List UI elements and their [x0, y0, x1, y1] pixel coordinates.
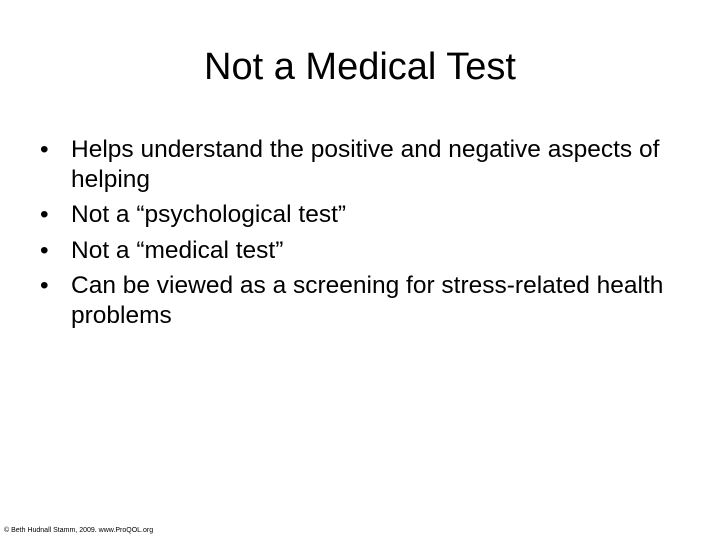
bullet-text: Helps understand the positive and negative aspects of helping: [71, 136, 660, 193]
copyright-footer: © Beth Hudnall Stamm, 2009. www.ProQOL.org: [4, 527, 154, 534]
bullet-item: [40, 271, 680, 330]
bullet-item: [40, 135, 680, 194]
bullet-item: [40, 200, 680, 230]
bullet-item: [40, 236, 680, 266]
bullet-text: Not a “medical test”: [71, 236, 284, 264]
slide-title: Not a Medical Test: [204, 46, 516, 88]
bullet-icon: •: [40, 136, 49, 163]
bullet-text: Not a “psychological test”: [71, 201, 347, 228]
bullet-icon: •: [40, 236, 49, 264]
bullet-icon: •: [40, 201, 49, 228]
bullet-list: [40, 135, 680, 336]
bullet-icon: •: [40, 272, 49, 299]
bullet-text: Can be viewed as a screening for stress-related health problems: [71, 272, 664, 329]
